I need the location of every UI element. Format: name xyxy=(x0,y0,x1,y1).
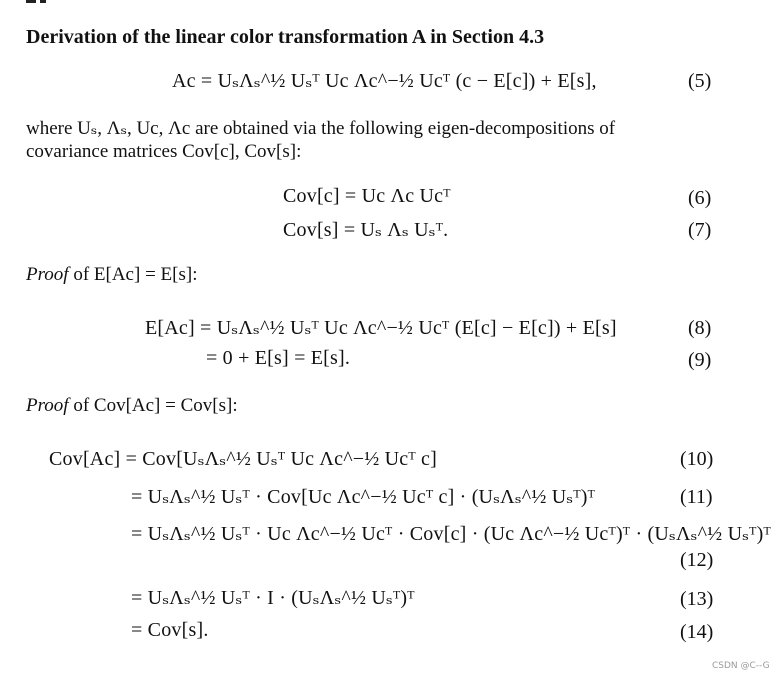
equation-14: = Cov[s]. xyxy=(131,619,209,641)
equation-number-14: (14) xyxy=(680,621,714,643)
top-crop-mark-2 xyxy=(40,0,46,3)
equation-6: Cov[c] = Uc Λc Ucᵀ xyxy=(283,185,451,207)
equation-8: E[Ac] = UₛΛₛ^½ Uₛᵀ Uc Λc^−½ Ucᵀ (E[c] − E[c]) + E[s] xyxy=(145,317,617,339)
watermark: CSDN @C--G xyxy=(712,661,770,671)
proof-1-statement xyxy=(26,264,197,286)
equation-9: = 0 + E[s] = E[s]. xyxy=(206,347,351,369)
equation-number-10: (10) xyxy=(680,448,714,470)
equation-number-12: (12) xyxy=(680,549,714,571)
equation-number-6: (6) xyxy=(688,187,712,209)
equation-11: = UₛΛₛ^½ Uₛᵀ · Cov[Uc Λc^−½ Ucᵀ c] · (UₛΛₛ^½ Uₛᵀ)ᵀ xyxy=(131,486,596,508)
equation-12: = UₛΛₛ^½ Uₛᵀ · Uc Λc^−½ Ucᵀ · Cov[c] · (Uc Λc^−½ Ucᵀ)ᵀ · (UₛΛₛ^½ Uₛᵀ)ᵀ xyxy=(131,523,771,545)
proof-2-label: Proof xyxy=(26,395,69,416)
intro-text-line-2: covariance matrices Cov[c], Cov[s]: xyxy=(26,141,302,162)
equation-number-11: (11) xyxy=(680,486,713,508)
proof-1-claim: of E[Ac] = E[s]: xyxy=(73,264,198,285)
section-heading: Derivation of the linear color transformation A in Section 4.3 xyxy=(26,26,545,48)
intro-text-line-1: where Uₛ, Λₛ, Uc, Λc are obtained via the following eigen-decompositions of xyxy=(26,118,616,139)
equation-number-7: (7) xyxy=(688,219,712,241)
equation-5: Ac = UₛΛₛ^½ Uₛᵀ Uc Λc^−½ Ucᵀ (c − E[c]) + E[s], xyxy=(172,70,597,92)
equation-10: Cov[Ac] = Cov[UₛΛₛ^½ Uₛᵀ Uc Λc^−½ Ucᵀ c] xyxy=(49,448,437,470)
equation-number-5: (5) xyxy=(688,70,712,92)
proof-2-claim: of Cov[Ac] = Cov[s]: xyxy=(73,395,238,416)
equation-number-13: (13) xyxy=(680,588,714,610)
equation-number-9: (9) xyxy=(688,349,712,371)
equation-7: Cov[s] = Uₛ Λₛ Uₛᵀ. xyxy=(283,219,449,241)
top-crop-mark xyxy=(26,0,36,3)
proof-1-label: Proof xyxy=(26,264,69,285)
equation-13: = UₛΛₛ^½ Uₛᵀ · I · (UₛΛₛ^½ Uₛᵀ)ᵀ xyxy=(131,587,415,609)
equation-number-8: (8) xyxy=(688,317,712,339)
proof-2-statement xyxy=(26,395,238,417)
